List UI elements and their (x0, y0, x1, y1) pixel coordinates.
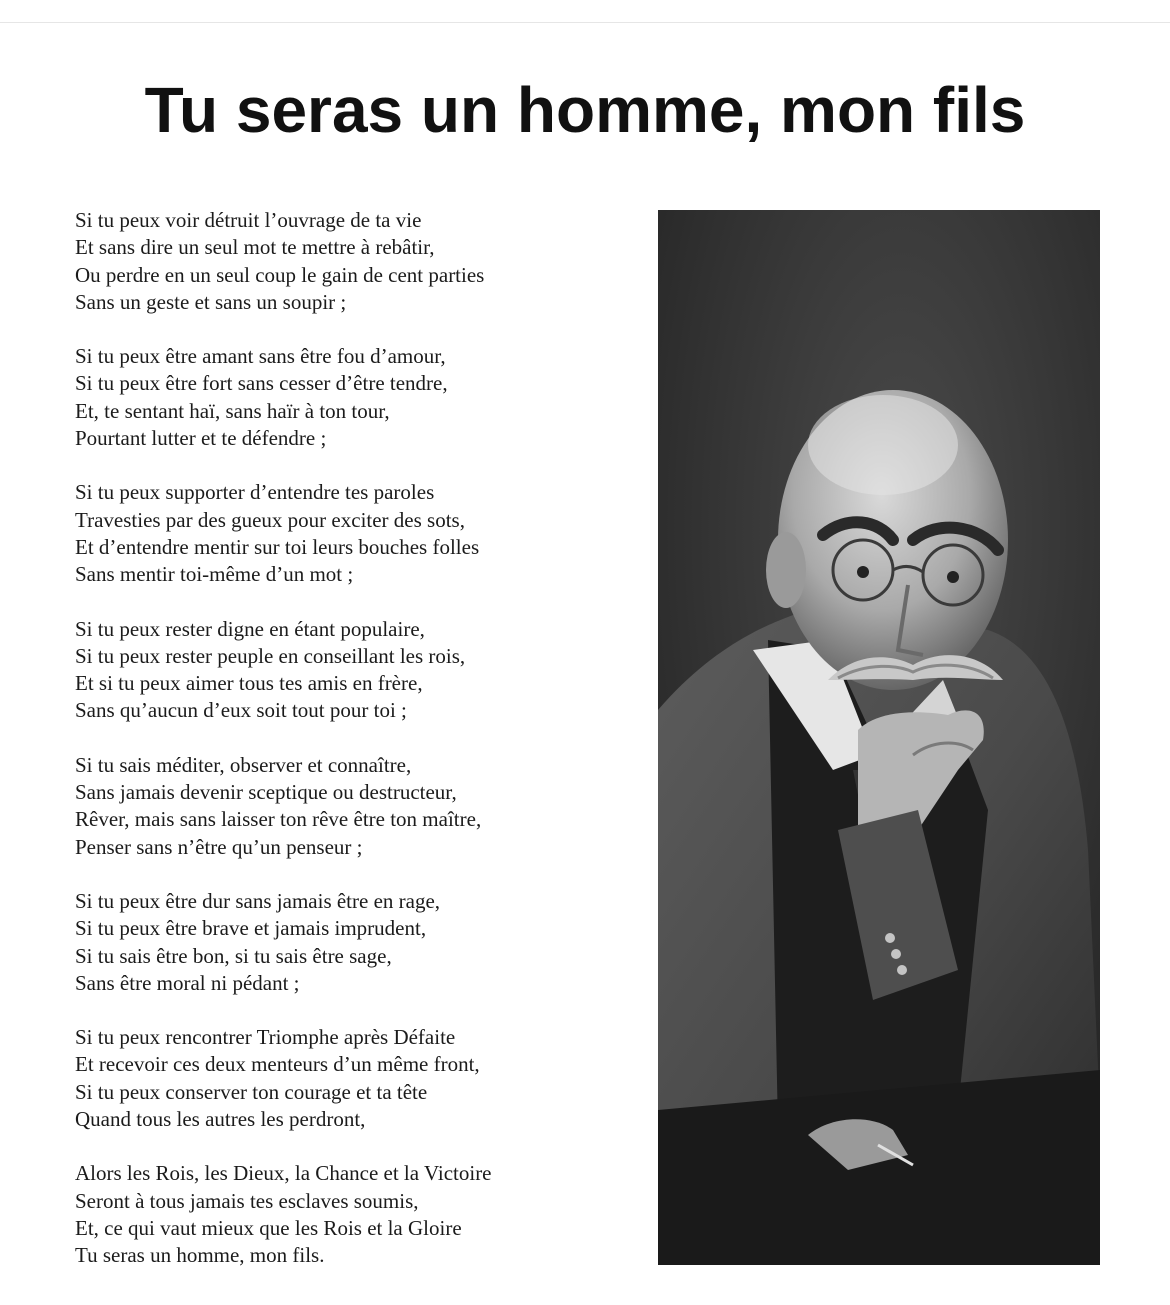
poem-line: Pourtant lutter et te défendre ; (75, 426, 327, 451)
stanza-2 (75, 343, 635, 452)
poem-line: Si tu peux rester peuple en conseillant les rois, (75, 643, 466, 668)
poem-line: Et, ce qui vaut mieux que les Rois et la Gloire (75, 1215, 462, 1240)
poem-line: Si tu sais méditer, observer et connaître, (75, 752, 412, 777)
poem-line: Alors les Rois, les Dieux, la Chance et la Victoire (75, 1161, 492, 1186)
poem-line: Si tu peux rester digne en étant populaire, (75, 616, 425, 641)
poem-line: Et si tu peux aimer tous tes amis en frère, (75, 671, 423, 696)
poem-line: Et d’entendre mentir sur toi leurs bouches folles (75, 534, 480, 559)
top-divider (0, 22, 1170, 23)
stanza-5 (75, 752, 635, 861)
poem-line: Travesties par des gueux pour exciter des sots, (75, 507, 465, 532)
stanza-8 (75, 1160, 635, 1269)
poem-line: Si tu peux être fort sans cesser d’être tendre, (75, 371, 448, 396)
poem-line: Si tu peux être brave et jamais imprudent, (75, 916, 427, 941)
poem-line: Si tu peux être dur sans jamais être en rage, (75, 888, 441, 913)
poem-line: Si tu peux voir détruit l’ouvrage de ta vie (75, 208, 422, 232)
poem-line: Penser sans n’être qu’un penseur ; (75, 834, 363, 859)
stanza-1 (75, 207, 635, 316)
stanza-4 (75, 616, 635, 725)
poem-line: Et sans dire un seul mot te mettre à rebâtir, (75, 235, 435, 260)
poem-line: Sans mentir toi-même d’un mot ; (75, 562, 354, 587)
stanza-3 (75, 479, 635, 588)
portrait-illustration (658, 210, 1100, 1265)
poem-line: Sans qu’aucun d’eux soit tout pour toi ; (75, 698, 407, 723)
poem-title: Tu seras un homme, mon fils (144, 74, 1026, 146)
poem-line: Si tu peux être amant sans être fou d’amour, (75, 344, 446, 369)
stanza-6 (75, 888, 635, 997)
poem-line: Si tu sais être bon, si tu sais être sage, (75, 943, 392, 968)
poem-line: Si tu peux conserver ton courage et ta tête (75, 1079, 428, 1104)
stanza-7 (75, 1024, 635, 1133)
poem-line: Sans jamais devenir sceptique ou destructeur, (75, 780, 457, 805)
poem-line: Sans être moral ni pédant ; (75, 970, 300, 995)
poem-text (75, 207, 635, 1297)
poem-line: Tu seras un homme, mon fils. (75, 1243, 325, 1268)
poem-line: Seront à tous jamais tes esclaves soumis, (75, 1188, 419, 1213)
poem-line: Quand tous les autres les perdront, (75, 1107, 366, 1132)
poem-line: Ou perdre en un seul coup le gain de cent parties (75, 262, 485, 287)
poem-line: Rêver, mais sans laisser ton rêve être ton maître, (75, 807, 482, 832)
poem-line: Sans un geste et sans un soupir ; (75, 289, 347, 314)
poem-line: Et, te sentant haï, sans haïr à ton tour, (75, 398, 390, 423)
author-portrait (658, 210, 1100, 1265)
poem-line: Si tu peux rencontrer Triomphe après Défaite (75, 1025, 456, 1050)
poem-line: Et recevoir ces deux menteurs d’un même front, (75, 1052, 480, 1077)
poem-line: Si tu peux supporter d’entendre tes paroles (75, 480, 435, 505)
